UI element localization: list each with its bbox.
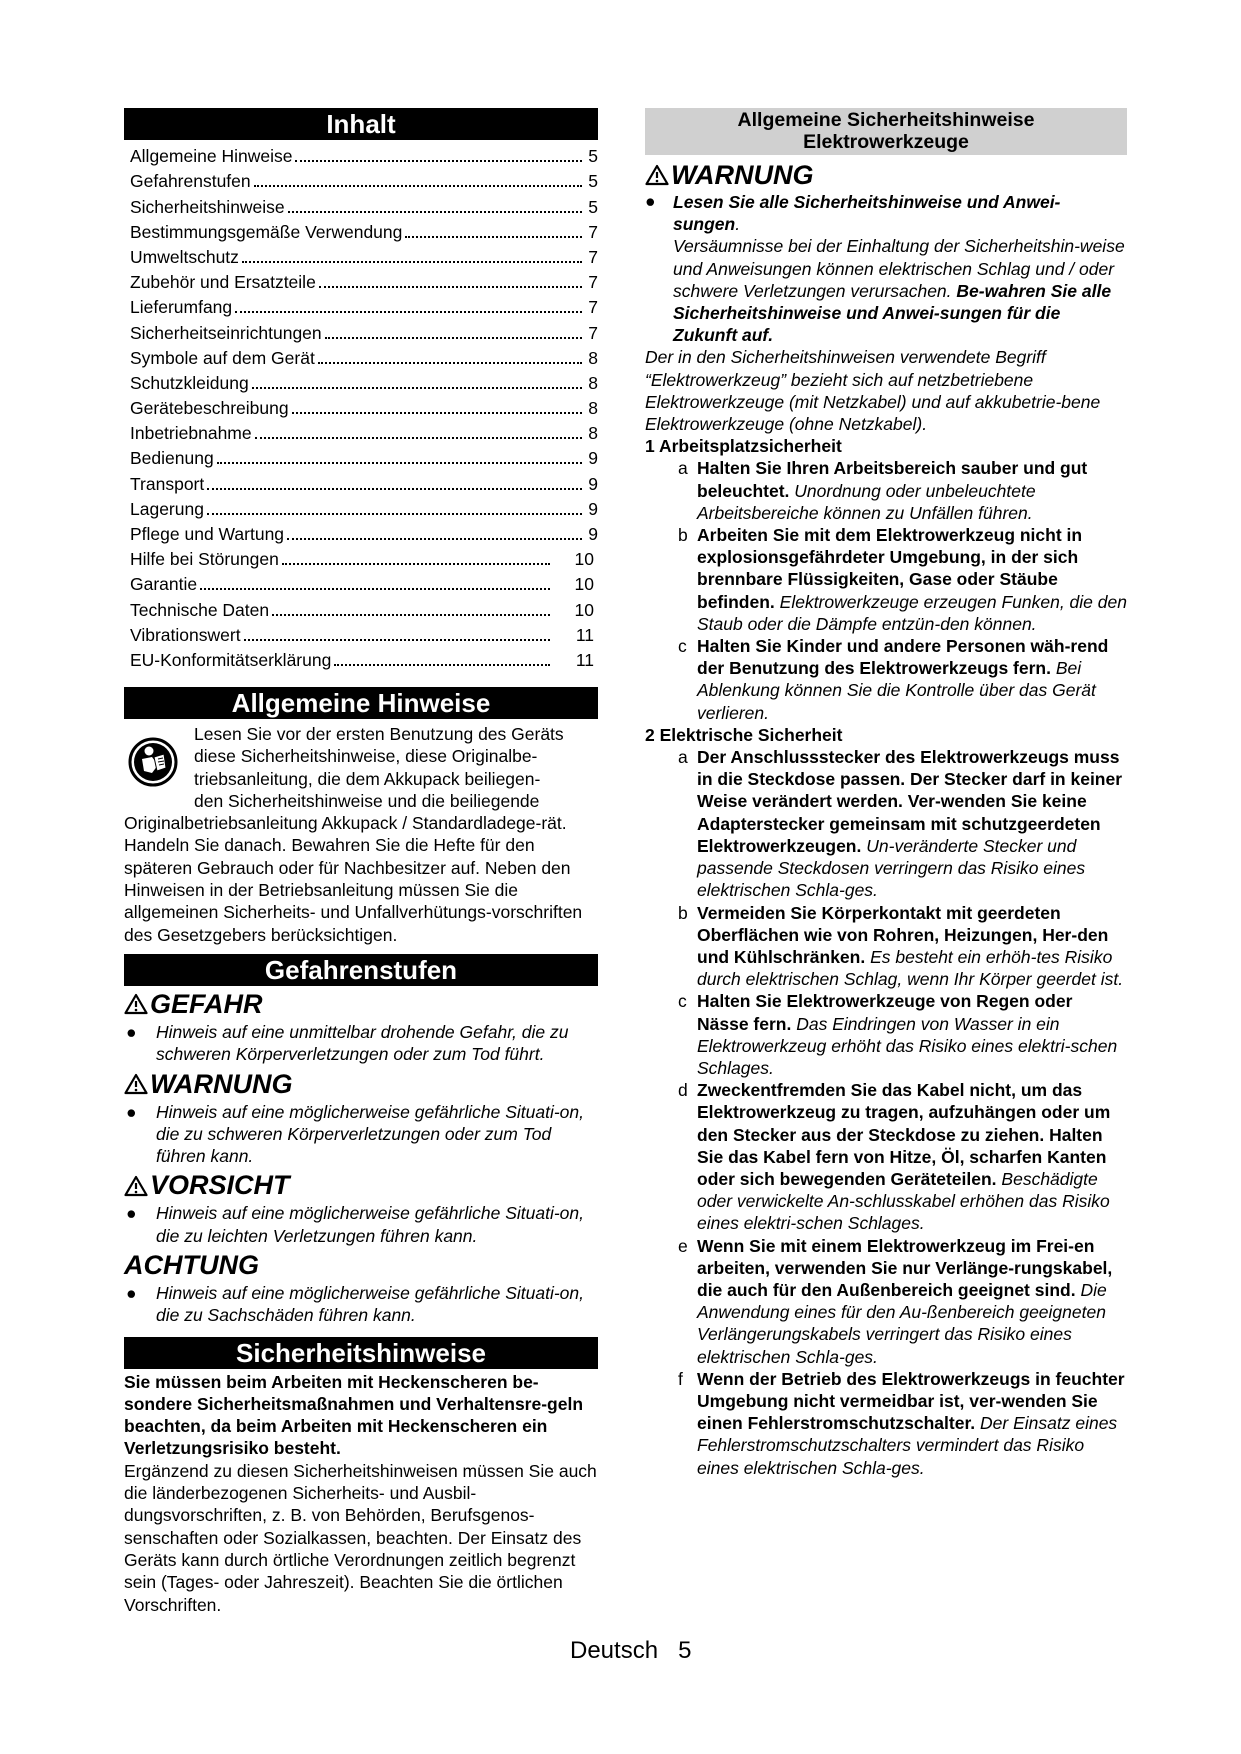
toc-entry-label: Schutzkleidung bbox=[130, 372, 249, 393]
heading-line: Allgemeine Sicherheitshinweise bbox=[737, 109, 1035, 131]
toc-entry-page: 9 bbox=[588, 448, 598, 469]
right-column bbox=[645, 108, 1127, 1479]
toc-entry[interactable] bbox=[130, 471, 598, 496]
safety-item: b Vermeiden Sie Körperkontakt mit geerdeten Oberflächen wie von Rohren, Heizungen, Her-den und Kühlschränken. Es besteht ein erhöh-tes Risiko durch elektrischen Schlag, wenn Ihr Körper geerdet ist. bbox=[678, 902, 1124, 990]
toc-entry-label: Sicherheitseinrichtungen bbox=[130, 322, 322, 343]
toc-entry-page: 7 bbox=[588, 272, 598, 293]
toc-entry[interactable] bbox=[130, 572, 598, 597]
toc-entry-label: Allgemeine Hinweise bbox=[130, 146, 293, 167]
intro-line: Lesen Sie vor der ersten Benutzung des Geräts bbox=[194, 723, 564, 744]
toc-entry-page: 8 bbox=[588, 347, 598, 368]
toc-entry[interactable] bbox=[130, 623, 598, 648]
safety-item: c Halten Sie Kinder und andere Personen wäh-rend der Benutzung des Elektrowerkzeugs fern. Bei Ablenkung können Sie die Kontrolle über das Gerät verlieren. bbox=[678, 636, 1109, 723]
heading-line: Elektrowerkzeuge bbox=[803, 131, 969, 153]
read-manual-icon bbox=[128, 737, 178, 787]
warning-label: WARNUNG bbox=[671, 160, 814, 190]
toc-entry-label: Vibrationswert bbox=[130, 624, 241, 645]
toc-entry-page: 7 bbox=[588, 297, 598, 318]
toc-entry[interactable] bbox=[130, 270, 598, 295]
hazard-label: GEFAHR bbox=[150, 988, 263, 1019]
warning-triangle-icon bbox=[124, 1175, 148, 1197]
toc-entry-page: 5 bbox=[588, 196, 598, 217]
toc-entry-label: Sicherheitshinweise bbox=[130, 196, 285, 217]
toc-entry-label: Gefahrenstufen bbox=[130, 171, 251, 192]
hazard-heading-gefahr bbox=[124, 988, 598, 1021]
safety-item: a Halten Sie Ihren Arbeitsbereich sauber und gut beleuchtet. Unordnung oder unbeleuchtete Arbeitsbereiche können zu Unfällen führen. bbox=[678, 458, 1088, 523]
safety-item: d Zweckentfremden Sie das Kabel nicht, um das Elektrowerkzeug zu tragen, aufzuhängen oder um den Stecker aus der Steckdose zu ziehen. Halten Sie das Kabel fern von Hitze, Öl, scharfen Kanten oder sich bewegenden Geräteteilen. Beschädigte oder verwickelte An-schlusskabel erhöhen das Risiko eines elektri-schen Schlages. bbox=[678, 1080, 1111, 1234]
intro-line: triebsanleitung, die dem Akkupack beiliegen- bbox=[194, 768, 541, 789]
toc-entry[interactable] bbox=[130, 446, 598, 471]
toc-entry-label: Transport bbox=[130, 473, 205, 494]
page-footer bbox=[570, 1637, 691, 1665]
hazard-label: VORSICHT bbox=[150, 1170, 290, 1201]
toc-entry[interactable] bbox=[130, 522, 598, 547]
toc-entry-label: EU-Konformitätserklärung bbox=[130, 649, 332, 670]
hazard-label: ACHTUNG bbox=[124, 1249, 259, 1280]
warning-triangle-icon bbox=[645, 164, 669, 186]
toc-entry[interactable] bbox=[130, 421, 598, 446]
intro-line: den Sicherheitshinweise und die beiliegende bbox=[194, 790, 540, 811]
toc-entry-page: 8 bbox=[588, 398, 598, 419]
toc-entry[interactable] bbox=[130, 169, 598, 194]
toc-entry[interactable] bbox=[130, 295, 598, 320]
section-heading: 2 Elektrische Sicherheit bbox=[645, 724, 843, 745]
toc-entry-page: 5 bbox=[588, 171, 598, 192]
hazard-text: Hinweis auf eine möglicherweise gefährliche Situati-on, die zu leichten Verletzungen führen kann. bbox=[156, 1203, 584, 1246]
toc-entry-page: 7 bbox=[588, 322, 598, 343]
hazard-text: Hinweis auf eine möglicherweise gefährliche Situati-on, die zu Sachschäden führen kann. bbox=[156, 1282, 584, 1326]
section-title-gefahrenstufen: Gefahrenstufen bbox=[124, 954, 598, 986]
toc-entry[interactable] bbox=[130, 220, 598, 245]
toc-title: Inhalt bbox=[124, 108, 598, 140]
intro-block bbox=[124, 723, 598, 946]
hazard-bullet: ● Hinweis auf eine unmittelbar drohende Gefahr, die zu schweren Körperverletzungen oder zum Tod führt. bbox=[124, 1021, 598, 1066]
toc-entry-page: 11 bbox=[575, 624, 594, 645]
toc-entry-label: Pflege und Wartung bbox=[130, 524, 285, 544]
toc-entry[interactable] bbox=[130, 597, 598, 622]
hazard-text: Hinweis auf eine unmittelbar drohende Gefahr, die zu schweren Körperverletzungen oder zum Tod führt. bbox=[156, 1021, 569, 1065]
warning-bullet-text: Lesen Sie alle Sicherheitshinweise und Anwei-sungen. Versäumnisse bei der Einhaltung der Sicherheitshin-weise und Anweisungen können elektrischen Schlag und / oder schwere Verletzungen verursachen. Be-wahren Sie alle Sicherheitshinweise und Anwei-sungen für die Zukunft auf. bbox=[673, 192, 1125, 346]
toc-entry-page: 7 bbox=[588, 246, 598, 267]
safety-item: f Wenn der Betrieb des Elektrowerkzeugs in feuchter Umgebung nicht vermeidbar ist, ver-wenden Sie einen Fehlerstromschutzschalter. Der Einsatz eines Fehlerstromschutzschalters vermindert das Risiko eines elektrischen Schla-ges. bbox=[678, 1368, 1125, 1478]
warning-bullet: ● Lesen Sie alle Sicherheitshinweise und Anwei-sungen. Versäumnisse bei der Einhaltung der Sicherheitshin-weise und Anweisungen können elektrischen Schlag und / oder schwere Verletzungen verursachen. Be-wahren Sie alle Sicherheitshinweise und Anwei-sungen für die Zukunft auf. bbox=[645, 191, 1127, 346]
toc-entry-label: Umweltschutz bbox=[130, 246, 239, 267]
toc-entry-page: 10 bbox=[574, 549, 594, 570]
hazard-bullet: ● Hinweis auf eine möglicherweise gefährliche Situati-on, die zu schweren Körperverletzungen oder zum Tod führen kann. bbox=[124, 1101, 598, 1168]
warning-triangle-icon bbox=[124, 993, 148, 1015]
hazard-label: WARNUNG bbox=[150, 1068, 293, 1099]
toc-entry[interactable] bbox=[130, 648, 598, 673]
toc-entry-label: Technische Daten bbox=[130, 599, 270, 620]
toc-entry-page: 9 bbox=[588, 473, 598, 494]
hazard-bullet: ● Hinweis auf eine möglicherweise gefährliche Situati-on, die zu Sachschäden führen kann. bbox=[124, 1282, 598, 1327]
hazard-text: Hinweis auf eine möglicherweise gefährliche Situati-on, die zu schweren Körperverletzungen oder zum Tod führen kann. bbox=[156, 1101, 584, 1167]
toc-entry-label: Inbetriebnahme bbox=[130, 423, 252, 444]
toc-entry[interactable] bbox=[130, 144, 598, 169]
toc-entry-label: Symbole auf dem Gerät bbox=[130, 347, 315, 368]
toc-entry-page: 10 bbox=[574, 574, 594, 595]
toc-entry-page: 9 bbox=[588, 524, 598, 544]
section-heading: 1 Arbeitsplatzsicherheit bbox=[645, 436, 842, 457]
warning-heading bbox=[645, 159, 1127, 191]
toc-entry-page: 10 bbox=[574, 599, 594, 620]
toc-entry[interactable] bbox=[130, 547, 598, 572]
safety-item: e Wenn Sie mit einem Elektrowerkzeug im Frei-en arbeiten, verwenden Sie nur Verlänge-rungskabel, die auch für den Außenbereich geeignet sind. Die Anwendung eines für den Au-ßenbereich geeigneten Verlängerungskabels verringert das Risiko eines elektrischen Schla-ges. bbox=[678, 1235, 1113, 1367]
hazard-heading-warnung bbox=[124, 1068, 598, 1101]
definition-text: Der in den Sicherheitshinweisen verwendete Begriff “Elektrowerkzeug” bezieht sich auf netzbetriebene Elektrowerkzeuge (mit Netzkabel) und auf akkubetrie-bene Elektrowerkzeuge (ohne Netzkabel). bbox=[645, 347, 1101, 435]
toc-entry-page: 11 bbox=[575, 649, 594, 670]
toc-entry[interactable] bbox=[130, 497, 598, 522]
toc-entry-page: 5 bbox=[588, 146, 598, 167]
footer-language: Deutsch bbox=[570, 1637, 659, 1664]
toc-entry-page: 8 bbox=[588, 372, 598, 393]
hazard-heading-vorsicht bbox=[124, 1169, 598, 1202]
section-title-sicherheit: Sicherheitshinweise bbox=[124, 1337, 598, 1369]
toc-entry[interactable] bbox=[130, 371, 598, 396]
hazard-heading-achtung bbox=[124, 1249, 598, 1282]
toc-entry-page: 7 bbox=[588, 221, 598, 242]
toc-entry-label: Lagerung bbox=[130, 498, 204, 519]
toc-entry[interactable] bbox=[130, 320, 598, 345]
toc-entry-label: Bestimmungsgemäße Verwendung bbox=[130, 221, 403, 242]
safety-text: Ergänzend zu diesen Sicherheitshinweisen müssen Sie auch die länderbezogenen Sicherheits- und Ausbil-dungsvorschriften, z. B. von Behörden, Berufsgenos-senschaften oder Sozialkassen, beachten. Der Einsatz des Geräts kann durch örtliche Verordnungen zeitlich begrenzt sein (Tages- oder Jahreszeit). Beachten Sie die örtlichen Vorschriften. bbox=[124, 1460, 597, 1615]
toc-entry-page: 9 bbox=[588, 498, 598, 519]
toc-entry[interactable] bbox=[130, 245, 598, 270]
hazard-bullet: ● Hinweis auf eine möglicherweise gefährliche Situati-on, die zu leichten Verletzungen führen kann. bbox=[124, 1202, 598, 1247]
safety-bold-text: Sie müssen beim Arbeiten mit Heckenscheren be-sondere Sicherheitsmaßnahmen und Verhaltensre-geln beachten, da beim Arbeiten mit Heckenscheren ein Verletzungsrisiko besteht. bbox=[124, 1371, 584, 1459]
intro-line: diese Sicherheitshinweise, diese Originalbe- bbox=[194, 746, 538, 767]
toc-entry[interactable] bbox=[130, 346, 598, 371]
toc-entry-label: Gerätebeschreibung bbox=[130, 398, 289, 419]
toc-entry-label: Lieferumfang bbox=[130, 297, 233, 318]
table-of-contents bbox=[130, 144, 598, 673]
section-title-allgemeine: Allgemeine Hinweise bbox=[124, 687, 598, 719]
intro-text: Originalbetriebsanleitung Akkupack / Standardladege-rät. Handeln Sie danach. Bewahren Sie die Hefte für den späteren Gebrauch oder für Nachbesitzer auf. Neben den Hinweisen in der Betriebsanleitung müssen Sie die allgemeinen Sicherheits- und Unfallverhütungs-vorschriften des Gesetzgebers berücksichtigen. bbox=[124, 813, 583, 945]
toc-entry-label: Garantie bbox=[130, 574, 198, 595]
general-safety-heading bbox=[645, 108, 1127, 155]
toc-entry-page: 8 bbox=[588, 423, 598, 444]
footer-page-number: 5 bbox=[678, 1637, 692, 1664]
toc-entry[interactable] bbox=[130, 194, 598, 219]
toc-entry[interactable] bbox=[130, 396, 598, 421]
left-column bbox=[124, 108, 598, 1616]
safety-item: a Der Anschlussstecker des Elektrowerkzeugs muss in die Steckdose passen. Der Stecker darf in keiner Weise verändert werden. Ver-wenden Sie keine Adapterstecker gemeinsam mit schutzgeerdeten Elektrowerkzeugen. Un-veränderte Stecker und passende Steckdosen verringern das Risiko eines elektrischen Schla-ges. bbox=[678, 747, 1123, 901]
toc-entry-label: Hilfe bei Störungen bbox=[130, 549, 279, 570]
toc-entry-label: Bedienung bbox=[130, 448, 214, 469]
warning-triangle-icon bbox=[124, 1073, 148, 1095]
safety-item: b Arbeiten Sie mit dem Elektrowerkzeug nicht in explosionsgefährdeter Umgebung, in der sich brennbare Flüssigkeiten, Gase oder Stäube befinden. Elektrowerkzeuge erzeugen Funken, die den Staub oder die Dämpfe entzün-den können. bbox=[678, 525, 1127, 634]
toc-entry-label: Zubehör und Ersatzteile bbox=[130, 272, 316, 293]
safety-item: c Halten Sie Elektrowerkzeuge von Regen oder Nässe fern. Das Eindringen von Wasser in ein Elektrowerkzeug erhöht das Risiko eines elektri-schen Schlages. bbox=[678, 991, 1118, 1078]
